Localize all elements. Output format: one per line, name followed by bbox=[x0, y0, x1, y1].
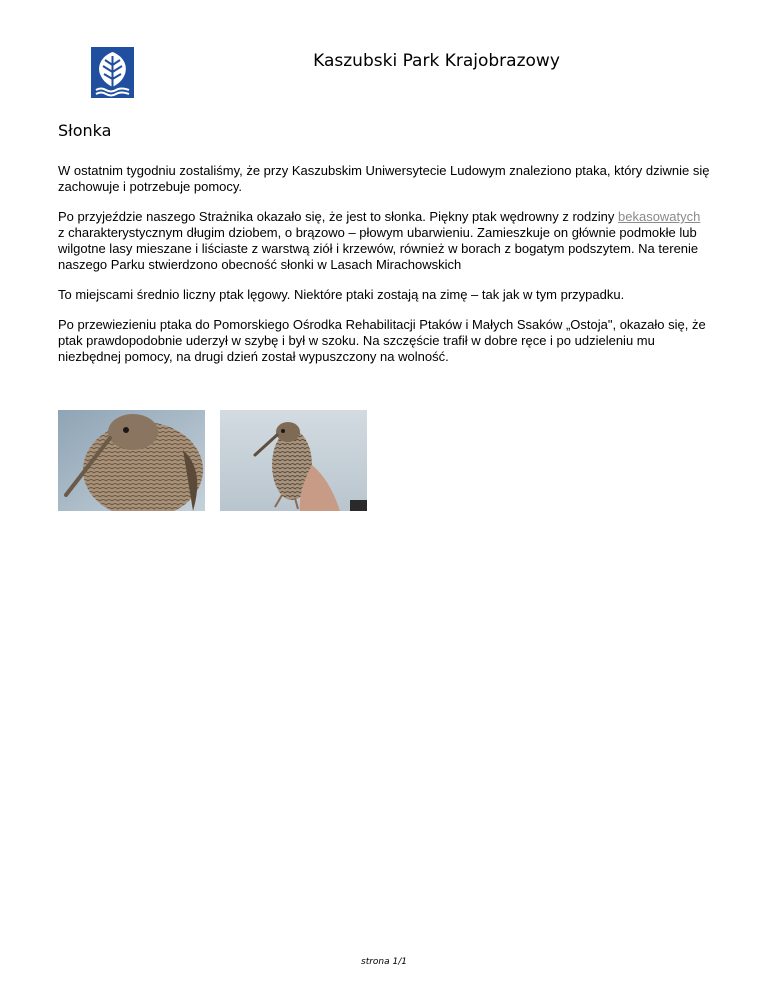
paragraph-2-start: Po przyjeździe naszego Strażnika okazało się, że jest to słonka. Piękny ptak wędrowny z rodziny bbox=[58, 209, 618, 224]
paragraph-1: W ostatnim tygodniu zostaliśmy, że przy Kaszubskim Uniwersytecie Ludowym znaleziono ptaka, który dziwnie się zachowuje i potrzebuje pomocy. bbox=[58, 163, 710, 194]
article-title: Słonka bbox=[58, 121, 112, 140]
article-body bbox=[58, 163, 718, 379]
site-title: Kaszubski Park Krajobrazowy bbox=[313, 51, 560, 71]
bekasowate-link[interactable]: bekasowatych bbox=[618, 209, 701, 224]
page-number: strona 1/1 bbox=[361, 957, 407, 967]
woodcock-photo-1 bbox=[58, 410, 205, 511]
paragraph-3: To miejscami średnio liczny ptak lęgowy. Niektóre ptaki zostają na zimę – tak jak w tym przypadku. bbox=[58, 287, 625, 302]
paragraph-2 bbox=[58, 209, 718, 273]
woodcock-photo-2 bbox=[220, 410, 367, 511]
paragraph-4: Po przewiezieniu ptaka do Pomorskiego Ośrodka Rehabilitacji Ptaków i Małych Ssaków „Ostoja", okazało się, że ptak prawdopodobnie uderzył w szybę i był w szoku. Na szczęście trafił w dobre ręce i po udzieleniu mu niezbędnej pomocy, na drugi dzień został wypuszczony na wolność. bbox=[58, 317, 706, 364]
paragraph-2-end: z charakterystycznym długim dziobem, o brązowo – płowym ubarwieniu. Zamieszkuje on głównie podmokłe lub wilgotne lasy mieszane i liściaste z warstwą ziół i krzewów, również w borach z bogatym podszytem. Na terenie naszego Parku stwierdzono obecność słonki w Lasach Mirachowskich bbox=[58, 225, 699, 272]
